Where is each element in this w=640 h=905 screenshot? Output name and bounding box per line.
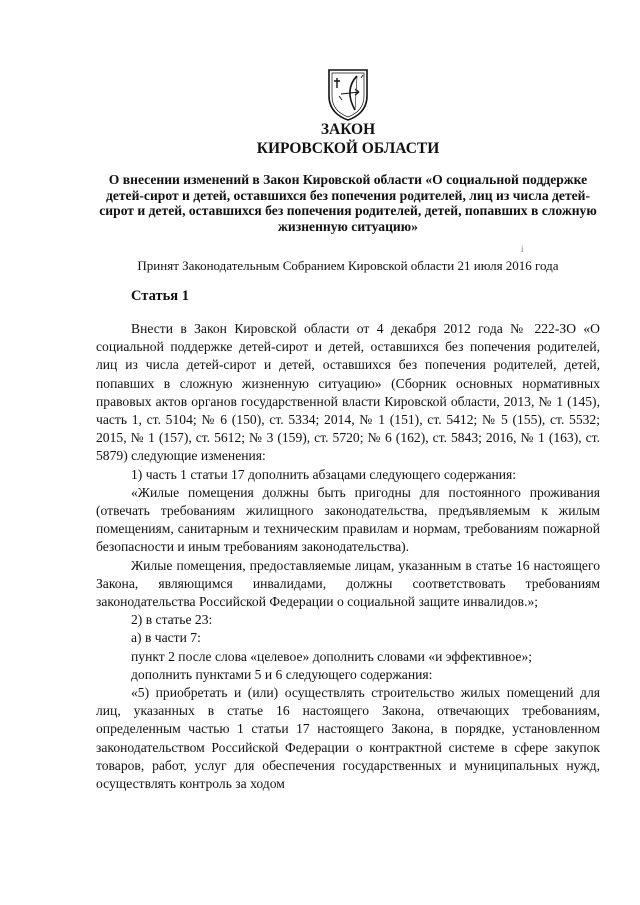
- paragraph-4: Жилые помещения, предоставляемые лицам, указанным в статье 16 настоящего Закона, являющимся инвалидами, должны соответствовать требованиям законодательства Российской Федерации о социальной защите инвалидов.»;: [96, 557, 600, 610]
- paragraph-3: «Жилые помещения должны быть пригодны для постоянного проживания (отвечать требованиям жилищного законодательства, предъявляемым к жилым помещениям, санитарным и техническим правилам и нормам, требованиям пожарной безопасности и иным требованиям законодательства).: [96, 484, 600, 555]
- adoption-note: Принят Законодательным Собранием Кировской области 21 июля 2016 года: [137, 258, 559, 273]
- article-heading: Статья 1: [131, 288, 189, 304]
- paragraph-6: а) в части 7:: [131, 630, 201, 646]
- paragraph-8: дополнить пунктами 5 и 6 следующего содержания:: [131, 666, 433, 682]
- law-title: [96, 120, 600, 158]
- article-body: [96, 320, 600, 793]
- paragraph-2: 1) часть 1 статьи 17 дополнить абзацами следующего содержания:: [131, 466, 517, 482]
- paragraph-5: 2) в статье 23:: [131, 612, 213, 628]
- law-subject: О внесении изменений в Закон Кировской области «О социальной поддержке детей-сирот и детей, оставшихся без попечения родителей, лиц из числа детей-сирот и детей, оставшихся без попечения родителей, детей, попавших в сложную жизненную ситуацию»: [99, 172, 597, 234]
- stray-mark: i: [521, 244, 524, 254]
- paragraph-1: Внести в Закон Кировской области от 4 декабря 2012 года № 222-ЗО «О социальной поддержке детей-сирот и детей, оставшихся без попечения родителей, лиц из числа детей-сирот и детей, оставшихся без попечения родителей, детей, попавших в сложную жизненную ситуацию» (Сборник основных нормативных правовых актов органов государственной власти Кировской области, 2013, № 1 (145), часть 1, ст. 5104; № 6 (150), ст. 5334; 2014, № 1 (151), ст. 5412; № 5 (155), ст. 5532; 2015, № 1 (157), ст. 5612; № 3 (159), ст. 5720; № 6 (162), ст. 5843; 2016, № 1 (163), ст. 5879) следующие изменения:: [96, 321, 600, 464]
- paragraph-7: пункт 2 после слова «целевое» дополнить словами «и эффективное»;: [131, 648, 533, 664]
- title-line-2: КИРОВСКОЙ ОБЛАСТИ: [256, 140, 440, 157]
- title-line-1: ЗАКОН: [320, 121, 376, 138]
- coat-of-arms-icon: [325, 66, 371, 122]
- paragraph-9: «5) приобретать и (или) осуществлять строительство жилых помещений для лиц, указанных в статье 16 настоящего Закона, отвечающих требованиям, определенным частью 1 статьи 17 настоящего Закона, в порядке, установленном законодательством Российской Федерации о контрактной системе в сфере закупок товаров, работ, услуг для обеспечения государственных и муниципальных нужд, осуществлять контроль за ходом: [96, 685, 600, 792]
